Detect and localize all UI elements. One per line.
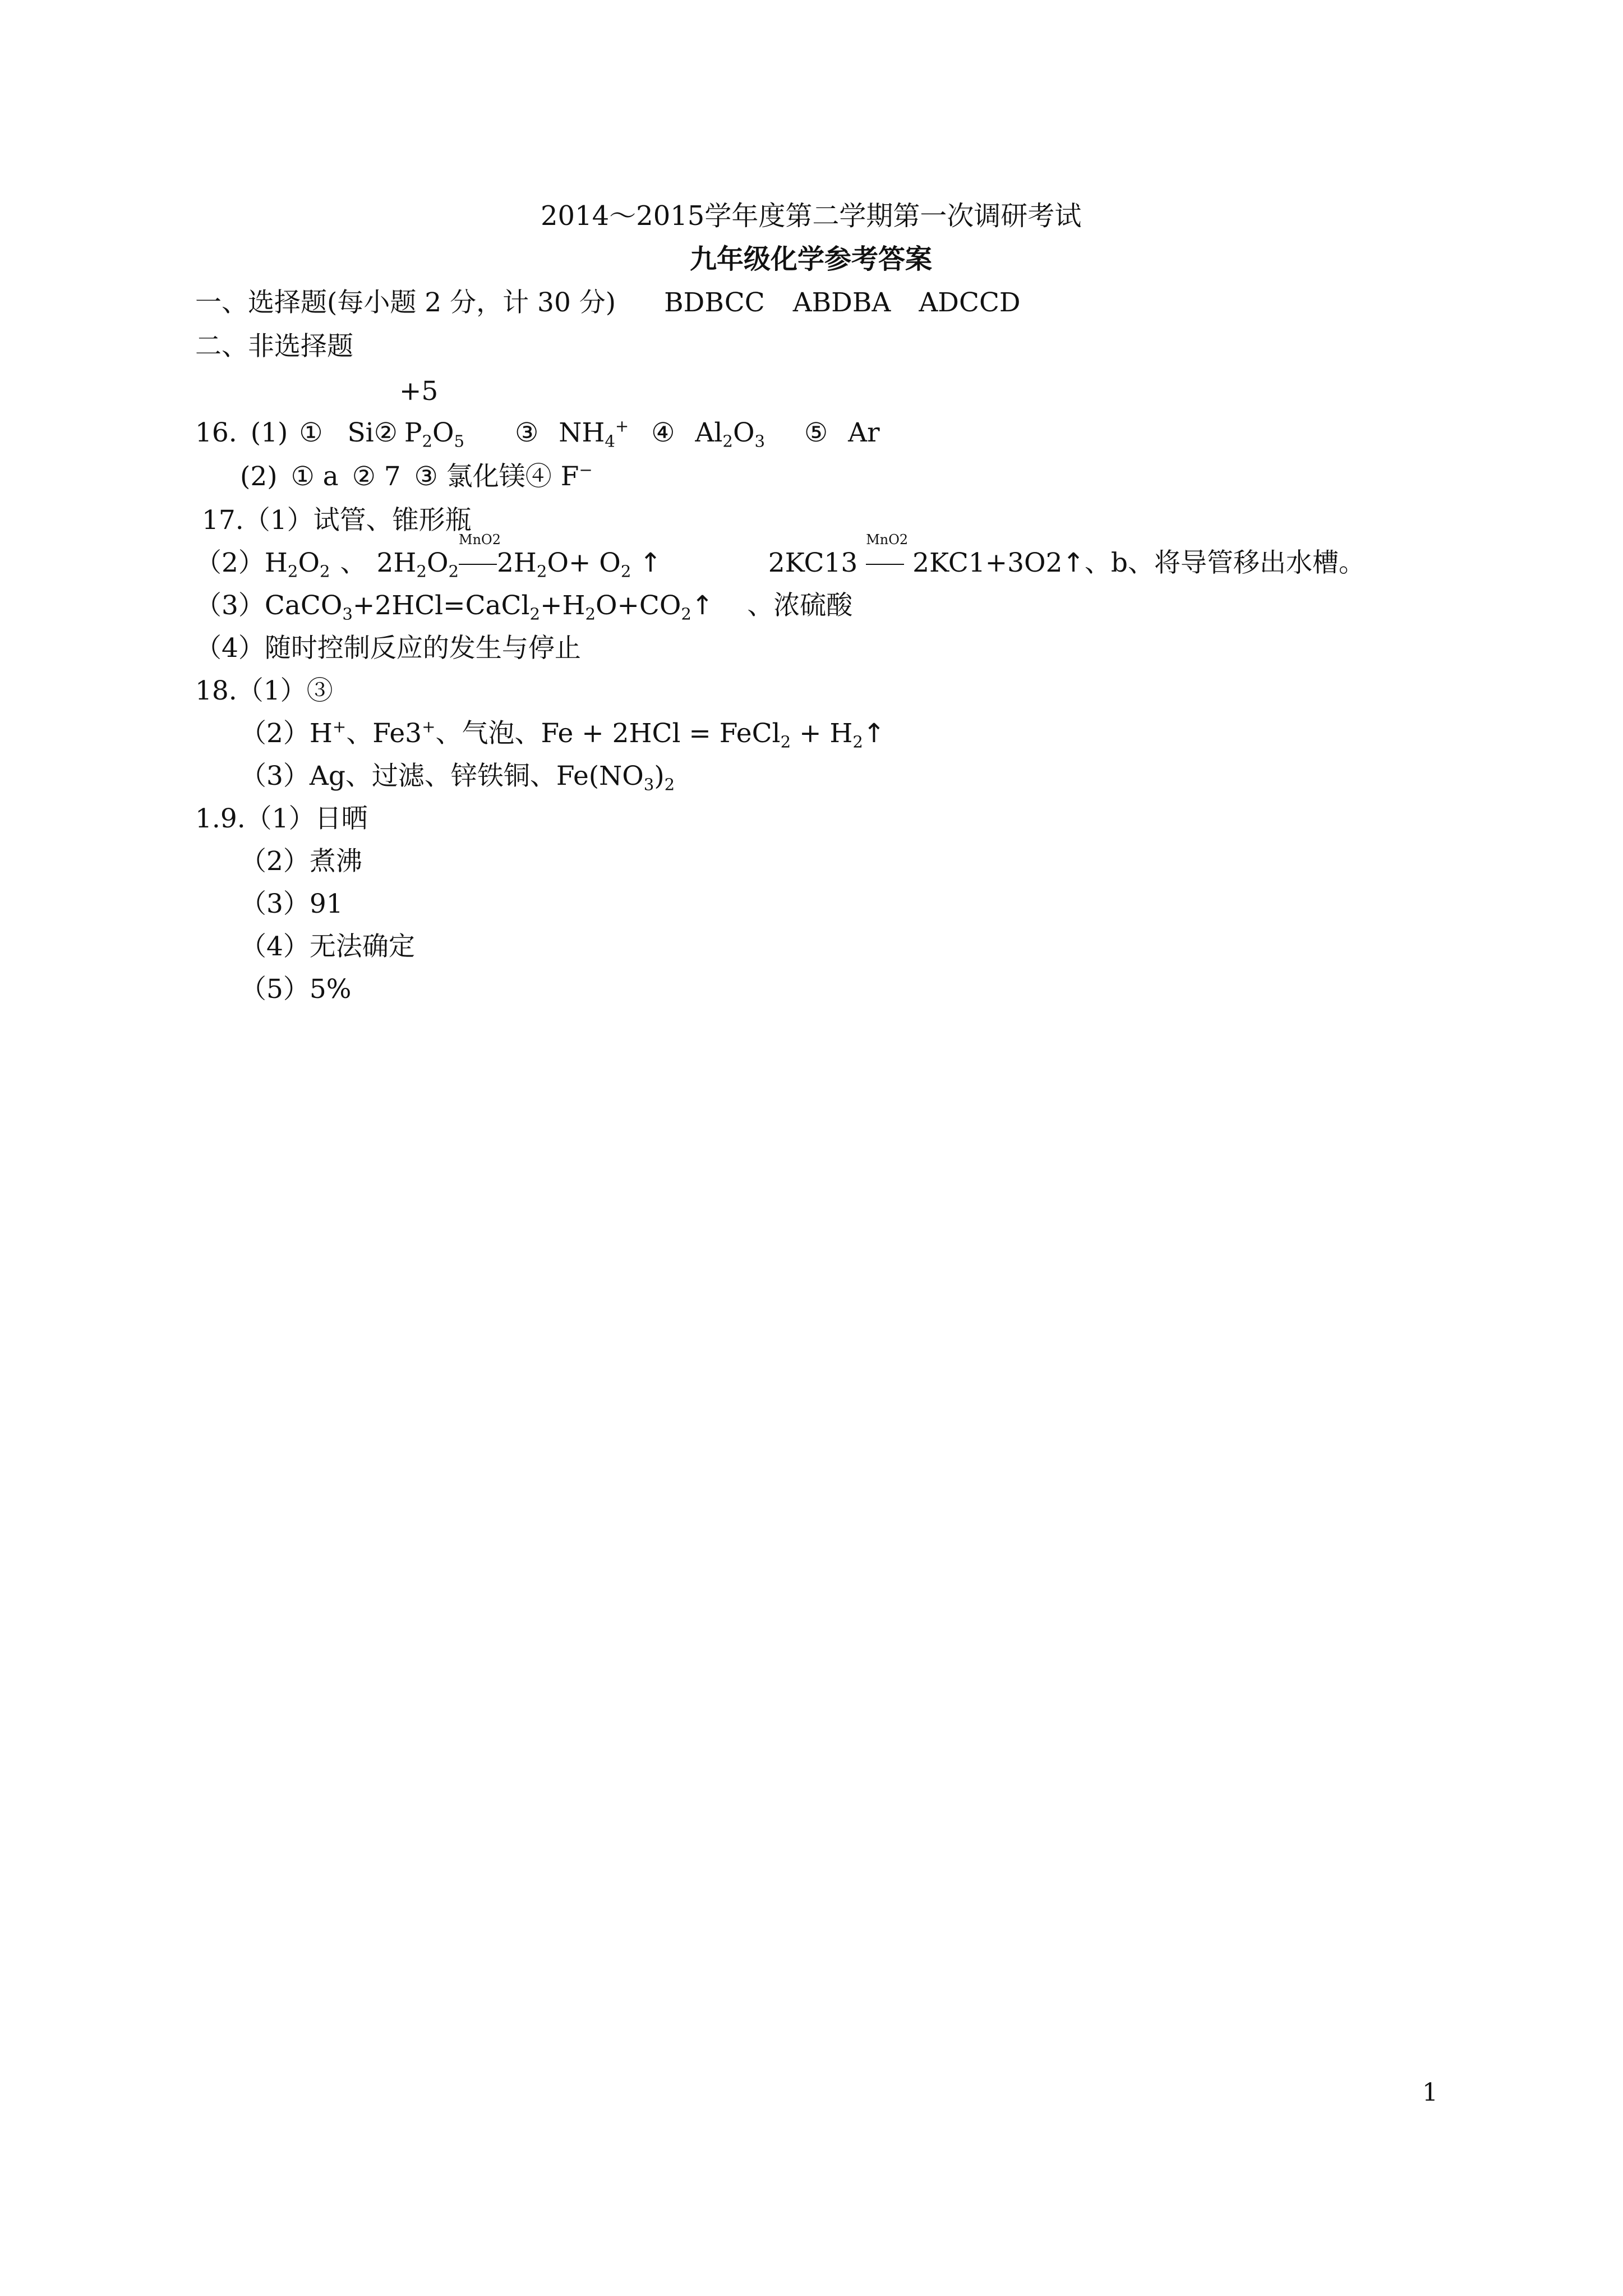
mc-answers-6-10: ABDBA	[792, 287, 891, 318]
q16-part1: 16. (1) ① Si② $P_2O_5$ ③ $NH_4^+$ ④ $Al_2O_3$ ⑤ Ar	[195, 416, 880, 451]
gas-arrow-icon: ↑	[691, 590, 714, 621]
equation-h2o2-decomposition: $2H_2O_2$ MnO2 $2H_2O+ O_2$ ↑	[376, 532, 662, 581]
page-number: 1	[1422, 2078, 1438, 2107]
formula-nh4: $NH_4^+$	[559, 416, 629, 451]
q17-line3: $(3)CaCO_3+2HCl=CaCl_2+H_2O+CO_2↑$ 、浓硫酸	[195, 590, 853, 624]
q17-line2: $(2)H_2O_2$ 、 $2H_2O_2$ MnO2 $2H_2O+ O_2$ ↑ 2KC13 MnO2 2KC1+3O2↑、b、将导管移出水槽。	[195, 532, 1365, 581]
gas-arrow-icon: ↑	[639, 547, 662, 578]
catalyst-mark: MnO2	[866, 546, 904, 580]
formula-h-ion: H+	[309, 717, 347, 749]
q17-line4: （4）随时控制反应的发生与停止	[195, 633, 581, 664]
section-non-choice: 二、非选择题	[195, 331, 353, 362]
q17-line1: 17.（1）试管、锥形瓶	[202, 505, 472, 536]
formula-h2o2: $H_2O_2$	[264, 547, 330, 581]
q19-line5: （5）5%	[240, 974, 352, 1005]
catalyst-mark: MnO2	[459, 546, 497, 580]
gas-arrow-icon: ↑	[863, 718, 886, 749]
formula-p2o5: $P_2O_5$	[404, 417, 465, 451]
q18-line3: （3）Ag、过滤、锌铁铜、$Fe(NO_3)_2$	[240, 761, 675, 794]
mc-answers-11-15: ADCCD	[919, 287, 1021, 318]
q19-line3: （3）91	[240, 889, 343, 919]
formula-f-ion: F−	[560, 460, 593, 492]
gas-arrow-icon: ↑	[1062, 547, 1085, 578]
q19-line1: 1.9.（1）日晒	[195, 803, 368, 834]
formula-al2o3: $Al_2O_3$	[695, 417, 766, 451]
q19-line2: （2）煮沸	[240, 846, 362, 877]
q18-line1: 18.（1）③	[195, 675, 333, 706]
answer-key-subtitle: 九年级化学参考答案	[690, 243, 933, 275]
q16-valence-mark: +5	[399, 376, 439, 407]
exam-title: 2014～2015学年度第二学期第一次调研考试	[541, 200, 1082, 232]
q18-line2: （2）H+、Fe3+、气泡、Fe + 2HCl = FeCl$_2$ + $H_2↑$	[240, 717, 886, 752]
equation-kclo3-decomposition: 2KC13 MnO2 2KC1+3O2↑	[768, 547, 1085, 578]
section-multiple-choice: 一、选择题(每小题 2 分，计 30 分) BDBCC ABDBA ADCCD	[195, 287, 1021, 318]
mc-answers-1-5: BDBCC	[664, 287, 765, 318]
q19-line4: （4）无法确定	[240, 931, 415, 962]
equation-caco3-hcl: $CaCO_3+2HCl=CaCl_2+H_2O+CO_2↑$	[264, 590, 714, 624]
q16-part2: (2) ① a ② 7 ③ 氯化镁④ F−	[240, 460, 593, 492]
